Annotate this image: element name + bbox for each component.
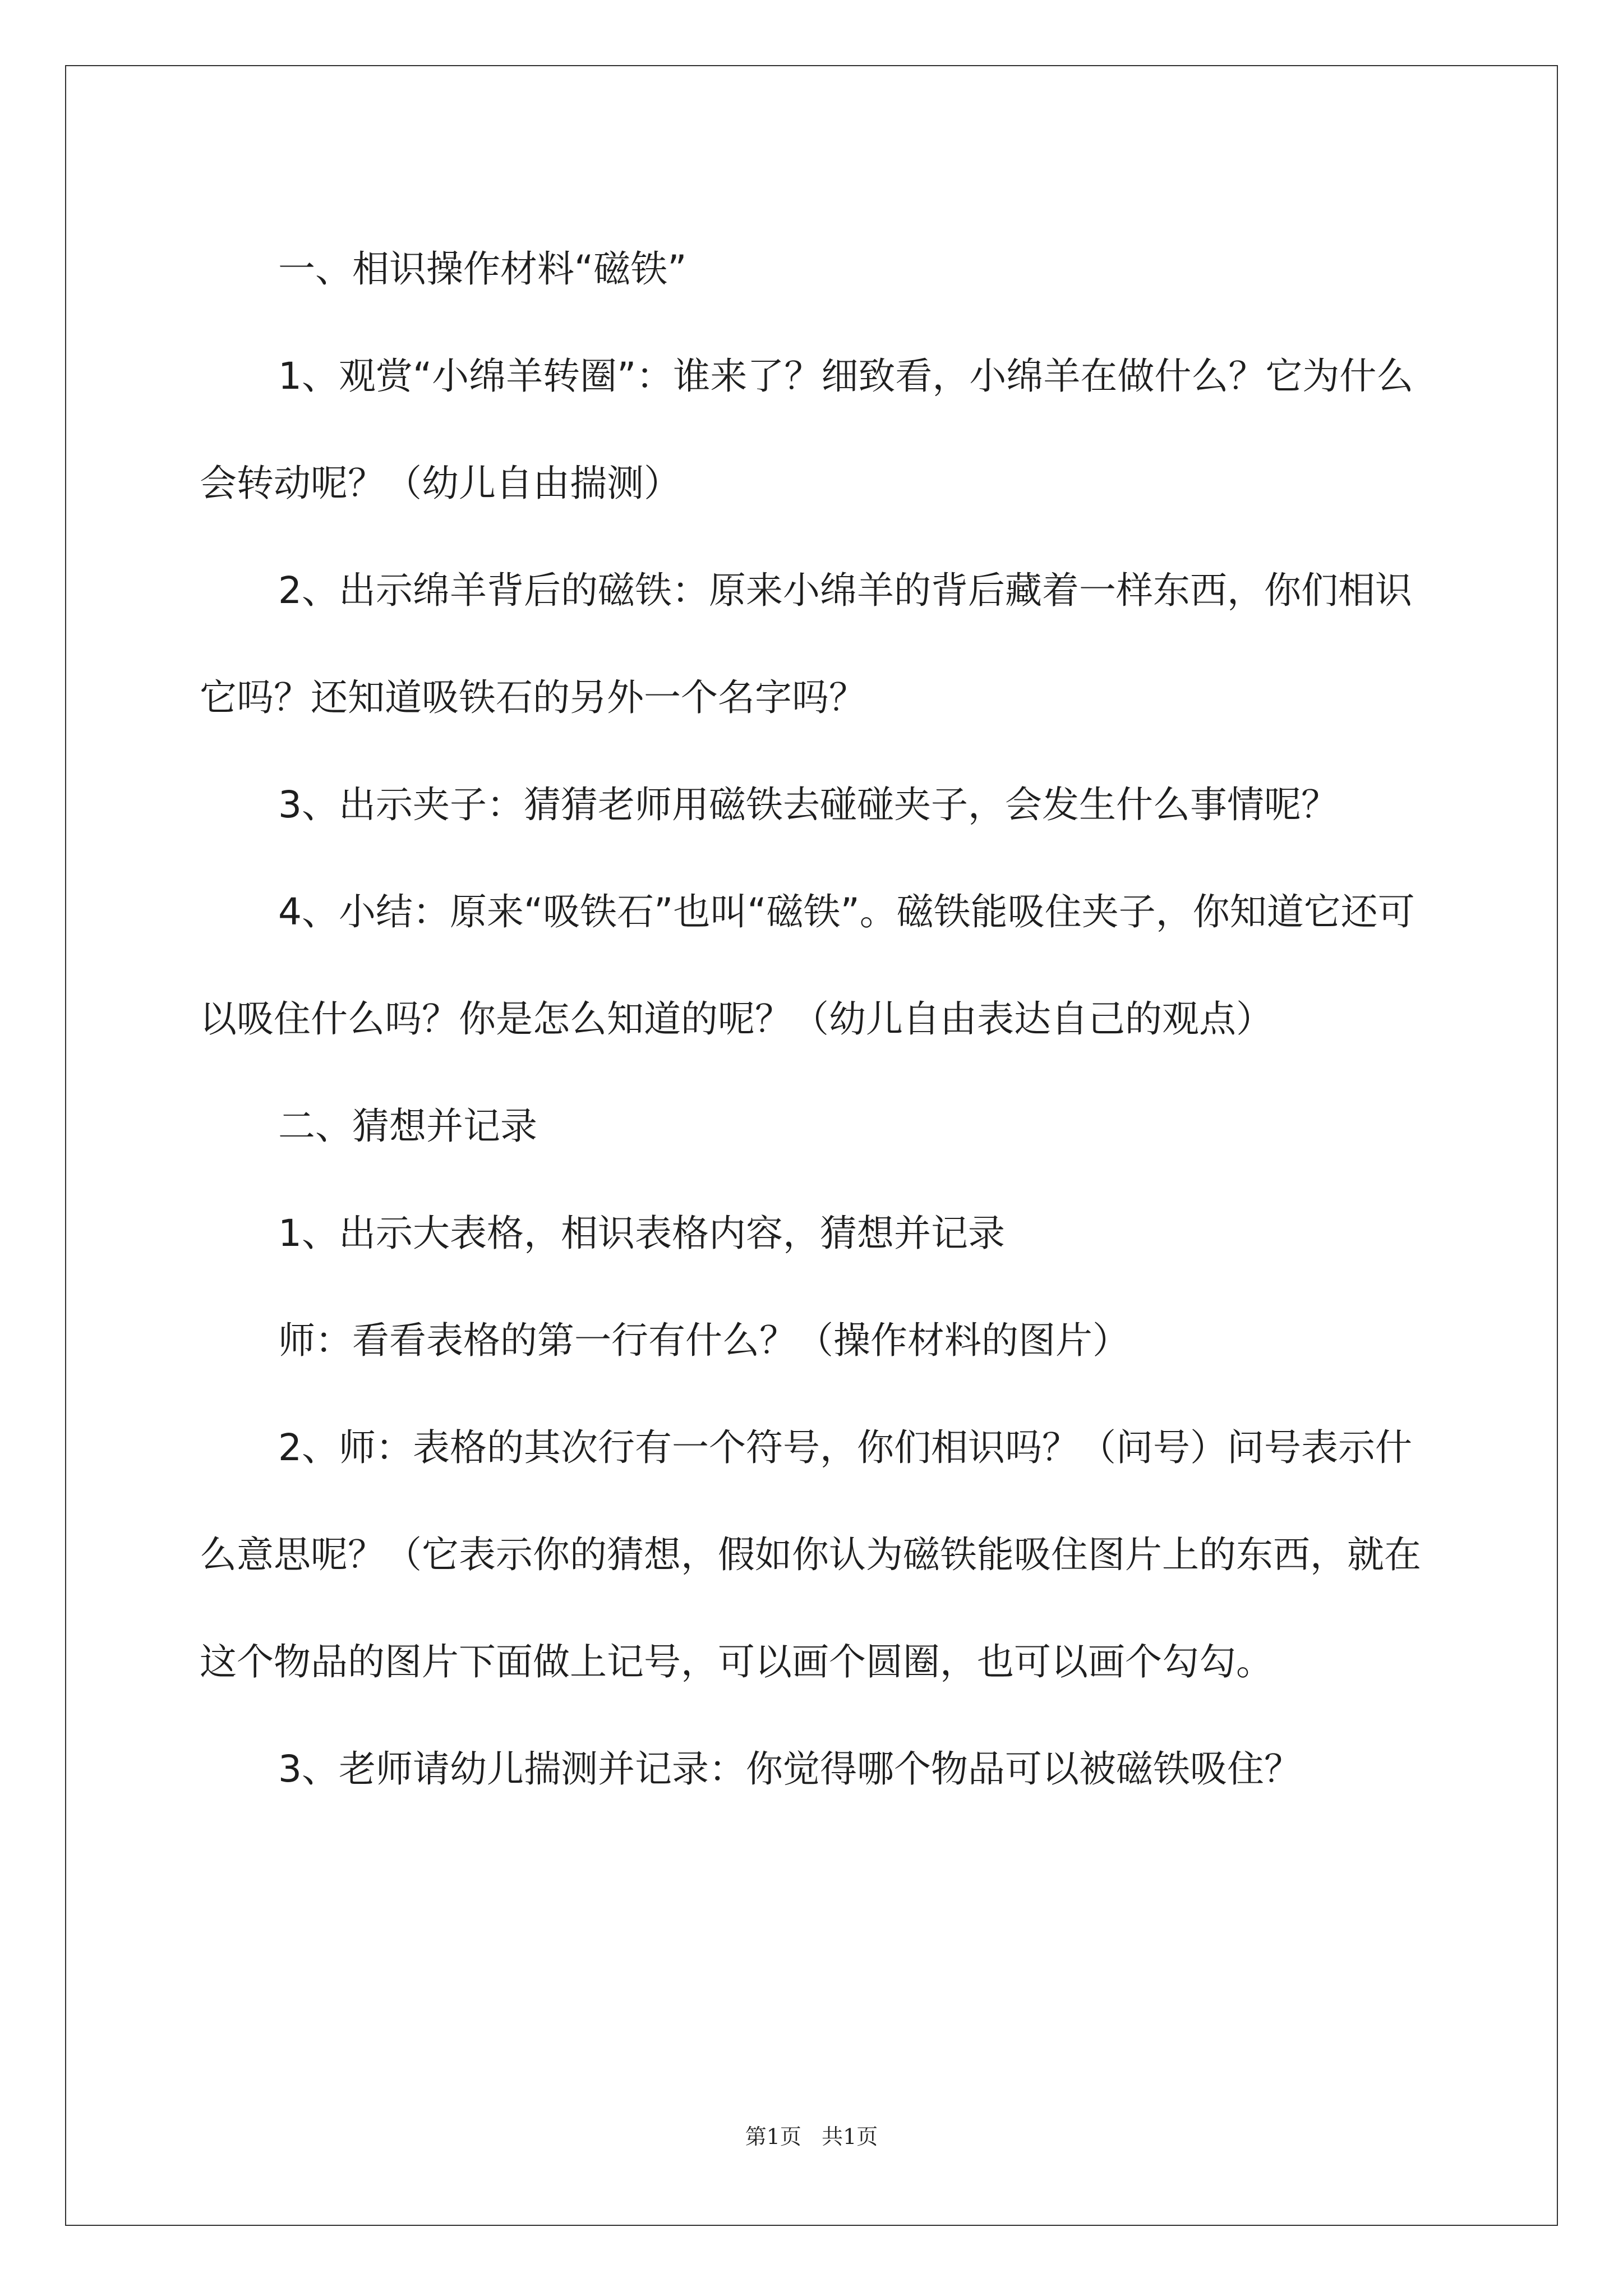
paragraph-item-7: 3、老师请幼儿揣测并记录：你觉得哪个物品可以被磁铁吸住？ xyxy=(278,1747,1301,1791)
paragraph-item-3: 3、出示夹子：猜猜老师用磁铁去碰碰夹子，会发生什么事情呢？ xyxy=(278,783,1338,826)
paragraph-item-5: 1、出示大表格，相识表格内容，猜想并记录 xyxy=(278,1212,1005,1255)
heading-section-2: 二、猜想并记录 xyxy=(278,1105,537,1148)
page-footer xyxy=(0,2119,1623,2150)
document-body xyxy=(200,215,1445,1823)
paragraph-item-1: 1、观赏“小绵羊转圈”：谁来了？细致看，小绵羊在做什么？它为什么会转动呢？（幼儿自由揣测） xyxy=(200,355,1414,505)
page-total: 共1页 xyxy=(822,2124,878,2149)
paragraph-item-6: 2、师：表格的其次行有一个符号，你们相识吗？（问号）问号表示什么意思呢？（它表示你的猜想，假如你认为磁铁能吸住图片上的东西，就在这个物品的图片下面做上记号，可以画个圆圈，也可以画个勾勾。 xyxy=(200,1426,1421,1683)
paragraph-item-4: 4、小结：原来“吸铁石”也叫“磁铁”。磁铁能吸住夹子，你知道它还可以吸住什么吗？你是怎么知道的呢？（幼儿自由表达自己的观点） xyxy=(200,890,1415,1041)
paragraph-item-2: 2、出示绵羊背后的磁铁：原来小绵羊的背后藏着一样东西，你们相识它吗？还知道吸铁石的另外一个名字吗？ xyxy=(200,569,1412,719)
paragraph-teacher-question: 师：看看表格的第一行有什么？（操作材料的图片） xyxy=(278,1319,1129,1362)
heading-section-1: 一、相识操作材料“磁铁” xyxy=(278,247,687,291)
page-number: 第1页 xyxy=(745,2124,801,2149)
